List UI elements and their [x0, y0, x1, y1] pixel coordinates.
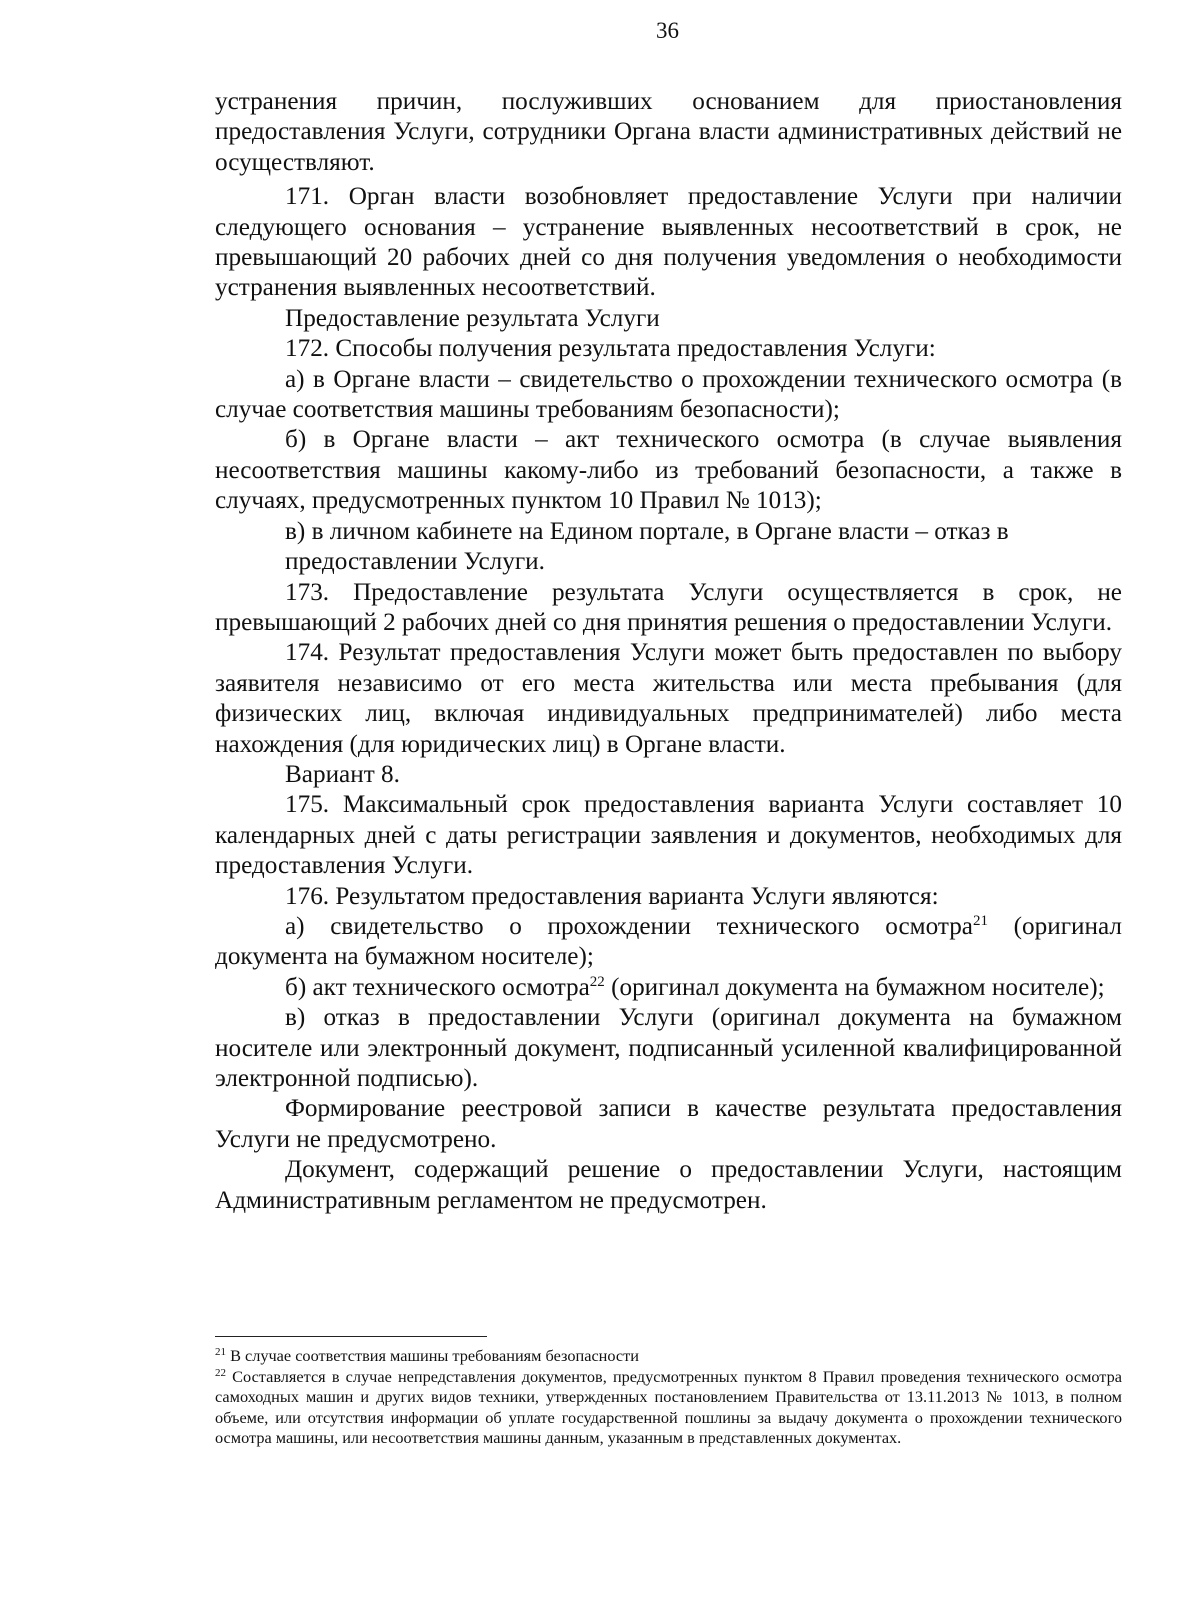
- section-heading-variant-8: Вариант 8.: [285, 760, 400, 788]
- paragraph-172: 172. Способы получения результата предоставления Услуги:: [285, 335, 936, 363]
- footnote-marker-21: 21: [215, 1346, 226, 1358]
- paragraph-176: 176. Результатом предоставления варианта Услуги являются:: [285, 882, 939, 910]
- section-heading-result: Предоставление результата Услуги: [285, 304, 660, 332]
- paragraph-registry-record: Формирование реестровой записи в качестве результата предоставления Услуги не предусмотрено.: [215, 1095, 1122, 1153]
- paragraph-173: 173. Предоставление результата Услуги осуществляется в срок, не превышающий 2 рабочих дней со дня принятия решения о предоставлении Услуги.: [215, 578, 1122, 636]
- list-item-172-a: а) в Органе власти – свидетельство о прохождении технического осмотра (в случае соответствия машины требованиям безопасности);: [215, 365, 1122, 424]
- footnote-21-text: В случае соответствия машины требованиям безопасности: [226, 1346, 639, 1365]
- paragraph-175: 175. Максимальный срок предоставления варианта Услуги составляет 10 календарных дней с даты регистрации заявления и документов, необходимых для предоставления Услуги.: [215, 791, 1122, 880]
- list-item-172-v: в) в личном кабинете на Едином портале, в Органе власти – отказ в предоставлении Услуги.: [285, 517, 1009, 576]
- list-item-176-a-text: а) свидетельство о прохождении технического осмотра: [285, 912, 973, 940]
- paragraph-174: 174. Результат предоставления Услуги может быть предоставлен по выбору заявителя независимо от его места жительства или места пребывания (для физических лиц, включая индивидуальных предпринимателей) либо места нахождения (для юридических лиц) в Органе власти.: [215, 639, 1122, 758]
- footnote-ref-22: 22: [589, 973, 605, 990]
- list-item-176-b-tail: (оригинал документа на бумажном носителе);: [604, 973, 1105, 1001]
- paragraph-decision-document: Документ, содержащий решение о предоставлении Услуги, настоящим Административным регламентом не предусмотрен.: [215, 1156, 1122, 1214]
- list-item-172-b: б) в Органе власти – акт технического осмотра (в случае выявления несоответствия машины какому-либо из требований безопасности, а также в случаях, предусмотренных пунктом 10 Правил № 1013);: [215, 426, 1122, 515]
- paragraph-171: 171. Орган власти возобновляет предоставление Услуги при наличии следующего основания – устранение выявленных несоответствий в срок, не превышающий 20 рабочих дней со дня получения уведомления о необходимости устранения выявленных несоответствий.: [215, 183, 1122, 302]
- document-body: [215, 87, 1122, 1216]
- page-number: 36: [656, 18, 679, 43]
- list-item-176-v: в) отказ в предоставлении Услуги (оригинал документа на бумажном носителе или электронный документ, подписанный усиленной квалифицированной электронной подписью).: [215, 1004, 1122, 1092]
- footnote-marker-22: 22: [215, 1366, 226, 1379]
- footnotes: [215, 1346, 1122, 1449]
- footnote-22: [215, 1367, 1122, 1449]
- footnote-22-text: Составляется в случае непредставления документов, предусмотренных пунктом 8 Правил проведения технического осмотра самоходных машин и других видов техники, утвержденных постановлением Правительства от 13.11.2013 № 1013, в полном объеме, или отсутствия информации об уплате государственной пошлины за выдачу документа о прохождении технического осмотра машины, или несоответствия машины данным, указанным в представленных документах.: [215, 1366, 1122, 1447]
- footnote-21: [215, 1346, 1122, 1367]
- list-item-176-a: [215, 912, 1122, 973]
- footnote-ref-21: 21: [972, 912, 988, 929]
- paragraph-continuation: устранения причин, послуживших основанием для приостановления предоставления Услуги, сотрудники Органа власти административных действий не осуществляют.: [215, 88, 1122, 176]
- list-item-176-a-tail: (оригинал документа на бумажном носителе);: [215, 912, 1122, 971]
- footnote-separator: [215, 1336, 487, 1337]
- list-item-176-b-text: б) акт технического осмотра: [285, 973, 590, 1001]
- list-item-176-b: [215, 973, 1122, 1003]
